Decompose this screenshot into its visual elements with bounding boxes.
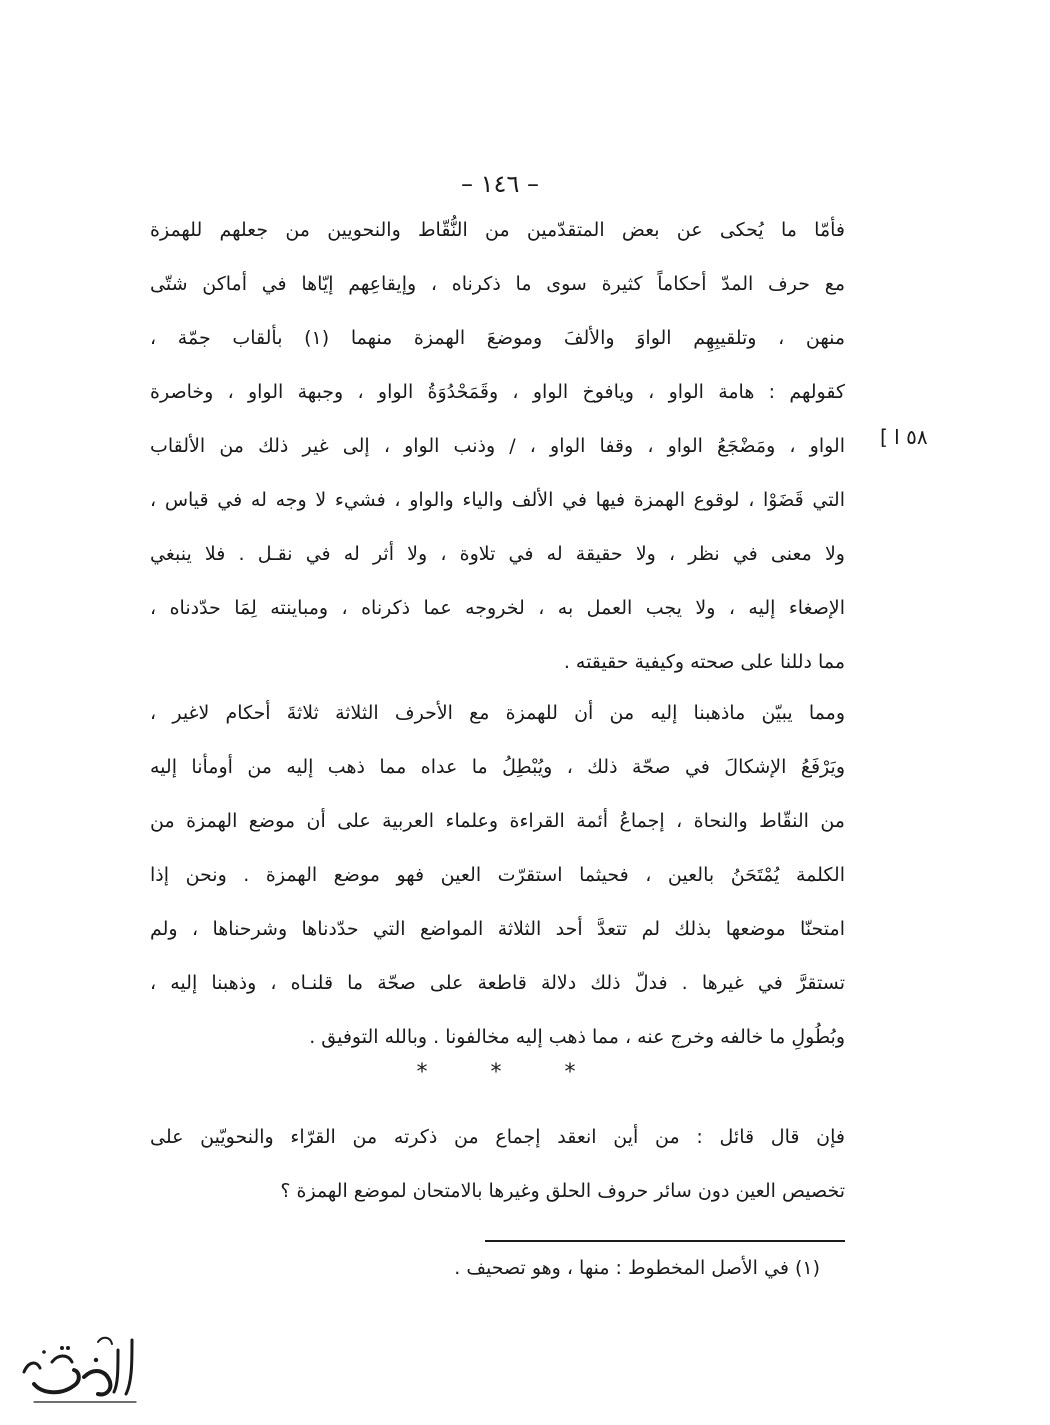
text-line: وبُطُولِ ما خالفه وخرج عنه ، مما ذهب إليه مخالفونا . وبالله التوفيق . bbox=[309, 1026, 845, 1048]
text-line: مما دللنا على صحته وكيفية حقيقته . bbox=[563, 651, 845, 673]
page-number: – ١٤٦ – bbox=[461, 170, 539, 198]
text-line: الإصغاء إليه ، ولا يجب العمل به ، لخروجه عما ذكرناه ، ومباينته لِمَا حدّدناه ، bbox=[150, 597, 845, 619]
footnote-divider bbox=[485, 1240, 845, 1242]
paragraph-3 bbox=[150, 1110, 845, 1218]
paragraph-2 bbox=[150, 686, 845, 1064]
text-line: امتحنّا موضعها بذلك لم تتعدَّ أحد الثلاثة المواضع التي حدّدناها وشرحناها ، ولم bbox=[150, 918, 845, 940]
text-line: فإن قال قائل : من أين انعقد إجماع من ذكرته من القرّاء والنحويّين على bbox=[150, 1126, 845, 1148]
text-line: الكلمة يُمْتَحَنُ بالعين ، فحيثما استقرّت العين فهو موضع الهمزة . ونحن إذا bbox=[150, 864, 845, 886]
text-line: كقولهم : هامة الواو ، ويافوخ الواو ، وقَمَحْدُوَةُ الواو ، وجبهة الواو ، وخاصرة bbox=[150, 381, 845, 403]
text-line: ويَرْفَعُ الإشكالَ في صحّة ذلك ، ويُبْطِلُ ما عداه مما ذهب إليه من أومأنا إليه bbox=[150, 756, 845, 778]
manuscript-folio-marker: ٥٨ ا ] bbox=[880, 425, 928, 449]
text-line: التي قَضَوْا ، لوقوع الهمزة فيها في الألف والياء والواو ، فشيء لا وجه له في قياس ، bbox=[150, 489, 845, 511]
text-line: تستقرَّ في غيرها . فدلّ ذلك دلالة قاطعة على صحّة ما قلنـاه ، وذهبنا إليه ، bbox=[150, 972, 845, 994]
section-separator: * * * bbox=[416, 1060, 604, 1085]
text-line: ومما يبيّن ماذهبنا إليه من أن للهمزة مع الأحرف الثلاثة ثلاثةَ أحكام لاغير ، bbox=[150, 702, 845, 724]
stamp-logo-icon bbox=[14, 1322, 154, 1417]
text-line: مع حرف المدّ أحكاماً كثيرة سوى ما ذكرناه ، وإيقاعِهم إيّاها في أماكن شتّى bbox=[150, 273, 845, 295]
text-line: الواو ، ومَضْجَعُ الواو ، وقفا الواو ، / وذنب الواو ، إلى غير ذلك من الألقاب bbox=[150, 435, 845, 457]
paragraph-1 bbox=[150, 203, 845, 689]
text-line: فأمّا ما يُحكى عن بعض المتقدّمين من النُّقّاط والنحويين من جعلهم للهمزة bbox=[150, 219, 845, 241]
text-line: ولا معنى في نظر ، ولا حقيقة له في تلاوة ، ولا أثر له في نقـل . فلا ينبغي bbox=[150, 543, 845, 565]
text-line: تخصيص العين دون سائر حروف الحلق وغيرها بالامتحان لموضع الهمزة ؟ bbox=[280, 1180, 845, 1202]
footnote: (١) في الأصل المخطوط : منها ، وهو تصحيف . bbox=[454, 1257, 820, 1279]
text-line: منهن ، وتلقيبِهِم الواوَ والألفَ وموضعَ الهمزة منهما (١) بألقاب جمّة ، bbox=[150, 327, 845, 349]
text-line: من النقّاط والنحاة ، إجماعُ أئمة القراءة وعلماء العربية على أن موضع الهمزة من bbox=[150, 810, 845, 832]
